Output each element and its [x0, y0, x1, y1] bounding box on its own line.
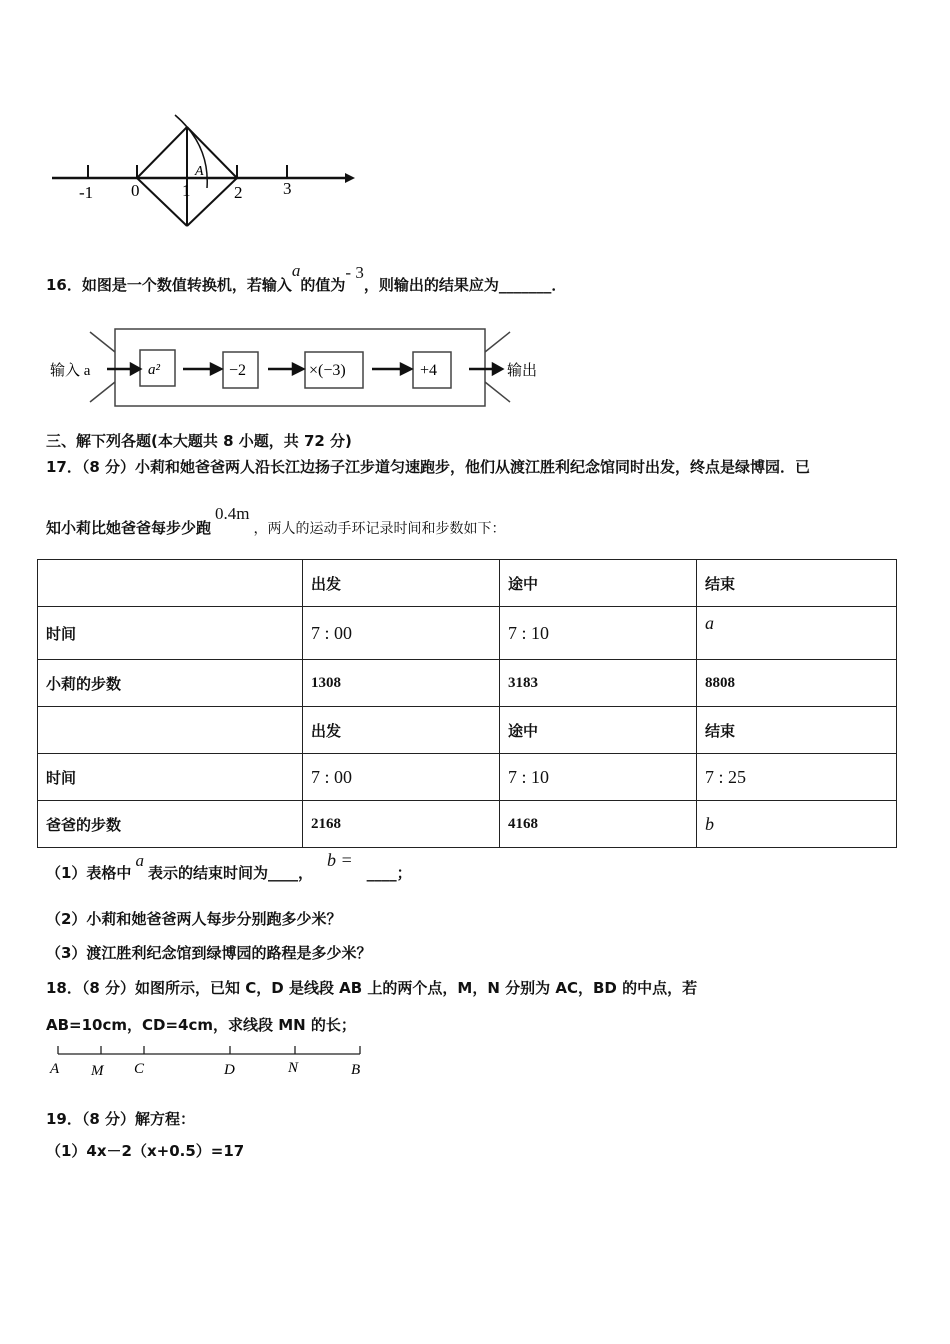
table-cell: b: [697, 801, 897, 848]
segment-figure: [45, 1040, 375, 1080]
table-cell: 4168: [500, 801, 697, 848]
q18-line1: 18．（8 分）如图所示，已知 C，D 是线段 AB 上的两个点，M，N 分别为 AC，BD 的中点，若: [46, 979, 698, 997]
input-value: - 3: [345, 263, 364, 282]
conversion-machine-figure: [45, 322, 555, 412]
q19-line1: 19．（8 分）解方程：: [46, 1110, 196, 1128]
point-label: B: [351, 1062, 361, 1078]
table-cell: [38, 560, 303, 607]
machine-step: −2: [229, 362, 247, 379]
table-cell: 时间: [38, 607, 303, 660]
table-cell: 7 : 00: [303, 607, 500, 660]
table-cell: 3183: [500, 660, 697, 707]
q18-line2: AB=10cm，CD=4cm，求线段 MN 的长；: [46, 1016, 356, 1034]
machine-step: ×(−3): [309, 362, 346, 379]
point-label: A: [50, 1061, 60, 1077]
table-cell: 途中: [500, 707, 697, 754]
table-cell: 7 : 00: [303, 754, 500, 801]
table-row: [38, 707, 897, 754]
q17-line2: [46, 504, 506, 538]
q19-sub1: （1）4x－2（x+0.5）=17: [46, 1142, 245, 1160]
table-cell: 结束: [697, 560, 897, 607]
table-cell: 结束: [697, 707, 897, 754]
tick-label: 3: [283, 179, 292, 198]
q16-suffix: ，则输出的结果应为_______．: [363, 276, 567, 294]
table-row: [38, 754, 897, 801]
q17-sub3: （3）渡江胜利纪念馆到绿博园的路程是多少米？: [46, 944, 372, 962]
point-label: C: [134, 1061, 145, 1077]
b-equals: b =: [326, 850, 353, 870]
sub1d: ____；: [366, 864, 412, 882]
var-a: a: [135, 851, 144, 870]
q16-prefix: 16．如图是一个数值转换机，若输入: [46, 276, 292, 294]
table-row: [38, 660, 897, 707]
machine-output: 输出: [507, 363, 538, 379]
var-a: a: [291, 261, 301, 280]
table-row: [38, 560, 897, 607]
table-cell: 小莉的步数: [38, 660, 303, 707]
table-cell: [38, 707, 303, 754]
table-cell: 7 : 10: [500, 607, 697, 660]
table-row: [38, 801, 897, 848]
table-cell: 出发: [303, 707, 500, 754]
table-cell: 时间: [38, 754, 303, 801]
table-cell: 7 : 25: [697, 754, 897, 801]
q17-sub2: （2）小莉和她爸爸两人每步分别跑多少米？: [46, 910, 342, 928]
table-cell: 途中: [500, 560, 697, 607]
point-label: A: [195, 164, 204, 179]
table-cell: 出发: [303, 560, 500, 607]
table-row: [38, 607, 897, 660]
q17-line2b: ，两人的运动手环记录时间和步数如下：: [253, 521, 506, 537]
step-diff: 0.4m: [215, 504, 250, 523]
q16-text: [46, 261, 567, 295]
steps-table: [37, 559, 897, 848]
table-cell: 爸爸的步数: [38, 801, 303, 848]
q17-line2a: 知小莉比她爸爸每步少跑: [46, 519, 212, 537]
q16-mid: 的值为: [300, 276, 346, 294]
machine-step: +4: [420, 362, 438, 379]
point-label: M: [91, 1063, 104, 1079]
tick-label: -1: [79, 183, 94, 202]
section-heading: 三、解下列各题(本大题共 8 小题，共 72 分): [46, 432, 352, 450]
sub1a: （1）表格中: [46, 864, 132, 882]
q17-sub1: [46, 850, 412, 883]
table-cell: 2168: [303, 801, 500, 848]
machine-step: a²: [148, 362, 160, 378]
tick-label: 1: [182, 181, 191, 200]
table-cell: 1308: [303, 660, 500, 707]
point-label: D: [224, 1062, 235, 1078]
number-line-figure: [45, 110, 365, 235]
tick-label: 2: [234, 183, 243, 202]
tick-label: 0: [131, 181, 140, 200]
sub1b: 表示的结束时间为____，: [147, 864, 313, 882]
q17-line1: 17．（8 分）小莉和她爸爸两人沿长江边扬子江步道匀速跑步，他们从渡江胜利纪念馆同时出发，终点是绿博园．已: [46, 458, 811, 476]
point-label: N: [288, 1060, 299, 1076]
machine-input: 输入 a: [50, 363, 91, 379]
table-cell: 8808: [697, 660, 897, 707]
table-cell: a: [697, 607, 897, 660]
table-cell: 7 : 10: [500, 754, 697, 801]
